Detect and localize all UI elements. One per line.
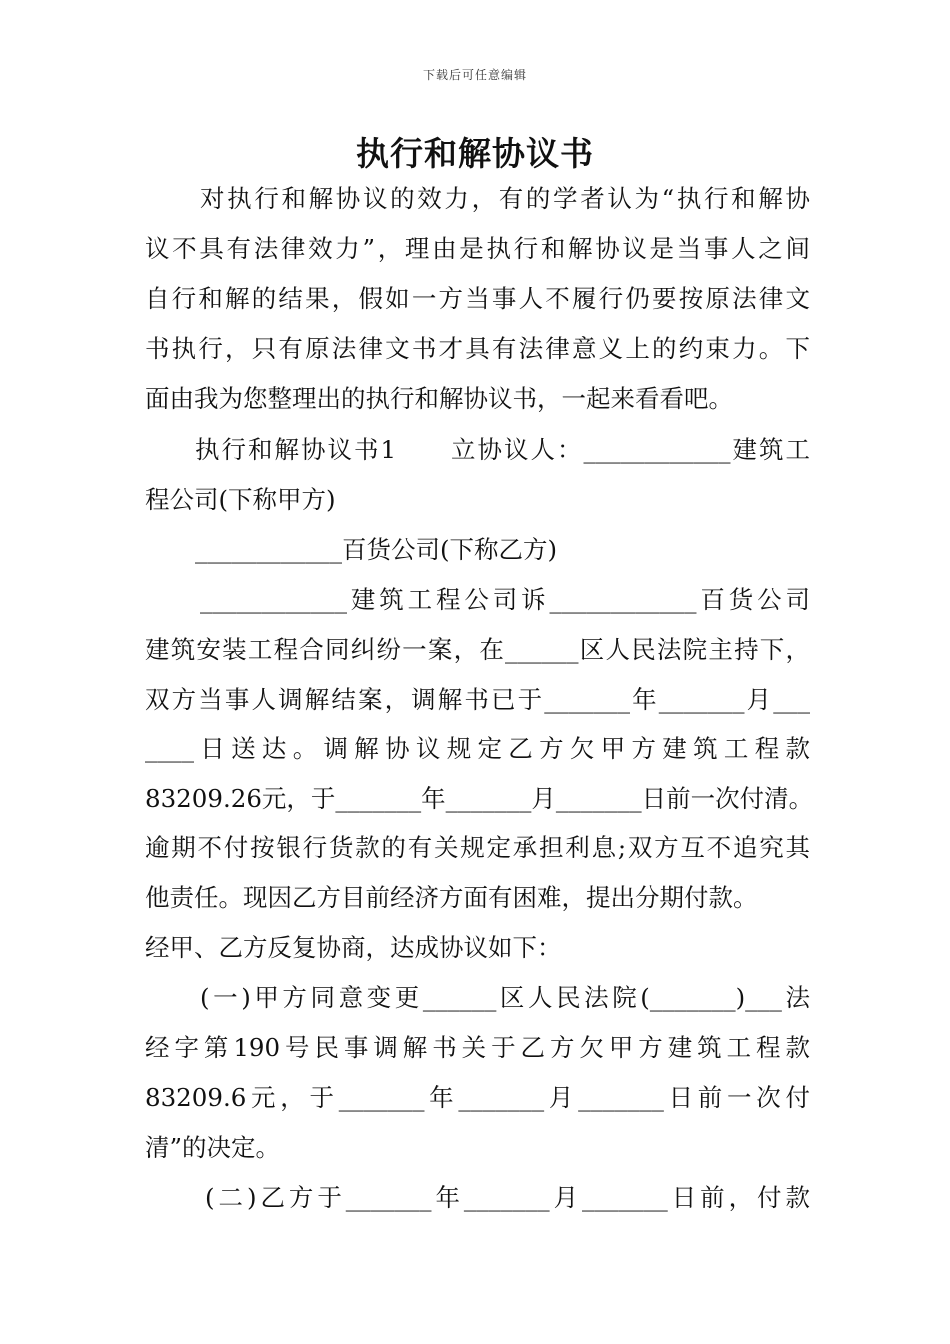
body-line: 83209.26元，于_______年_______月_______日前一次付清。 xyxy=(145,784,814,813)
body-line: (一)甲方同意变更______区人民法院(_______)___法 xyxy=(200,983,810,1012)
body-line: ____________百货公司(下称乙方) xyxy=(195,535,558,564)
body-line: 逾期不付按银行货款的有关规定承担利息;双方互不追究其 xyxy=(145,833,810,862)
body-line: ____________建筑工程公司诉____________百货公司 xyxy=(200,585,810,614)
body-line: 面由我为您整理出的执行和解协议书，一起来看看吧。 xyxy=(145,384,733,413)
body-line: 双方当事人调解结案，调解书已于_______年_______月___ xyxy=(145,685,810,714)
body-line: ____日送达。调解协议规定乙方欠甲方建筑工程款 xyxy=(145,734,810,763)
body-line: (二)乙方于_______年_______月_______日前，付款 xyxy=(205,1183,810,1212)
body-line: 经甲、乙方反复协商，达成协议如下： xyxy=(145,933,562,962)
body-line: 执行和解协议书1 立协议人：____________建筑工 xyxy=(195,435,810,464)
document-title: 执行和解协议书 xyxy=(356,134,594,173)
body-line: 对执行和解协议的效力，有的学者认为“执行和解协 xyxy=(200,184,810,213)
body-line: 他责任。现因乙方目前经济方面有困难，提出分期付款。 xyxy=(145,883,758,912)
body-line: 议不具有法律效力”，理由是执行和解协议是当事人之间 xyxy=(145,234,810,263)
page-header: 下载后可任意编辑 xyxy=(422,68,527,82)
body-line: 清”的决定。 xyxy=(145,1133,281,1162)
body-line: 程公司(下称甲方) xyxy=(145,485,336,514)
body-line: 建筑安装工程合同纠纷一案，在______区人民法院主持下， xyxy=(145,635,810,664)
body-line: 83209.6元，于_______年_______月_______日前一次付 xyxy=(145,1083,810,1112)
body-line: 经字第190号民事调解书关于乙方欠甲方建筑工程款 xyxy=(145,1033,810,1062)
body-line: 书执行，只有原法律文书才具有法律意义上的约束力。下 xyxy=(145,334,810,363)
body-line: 自行和解的结果，假如一方当事人不履行仍要按原法律文 xyxy=(145,284,810,313)
